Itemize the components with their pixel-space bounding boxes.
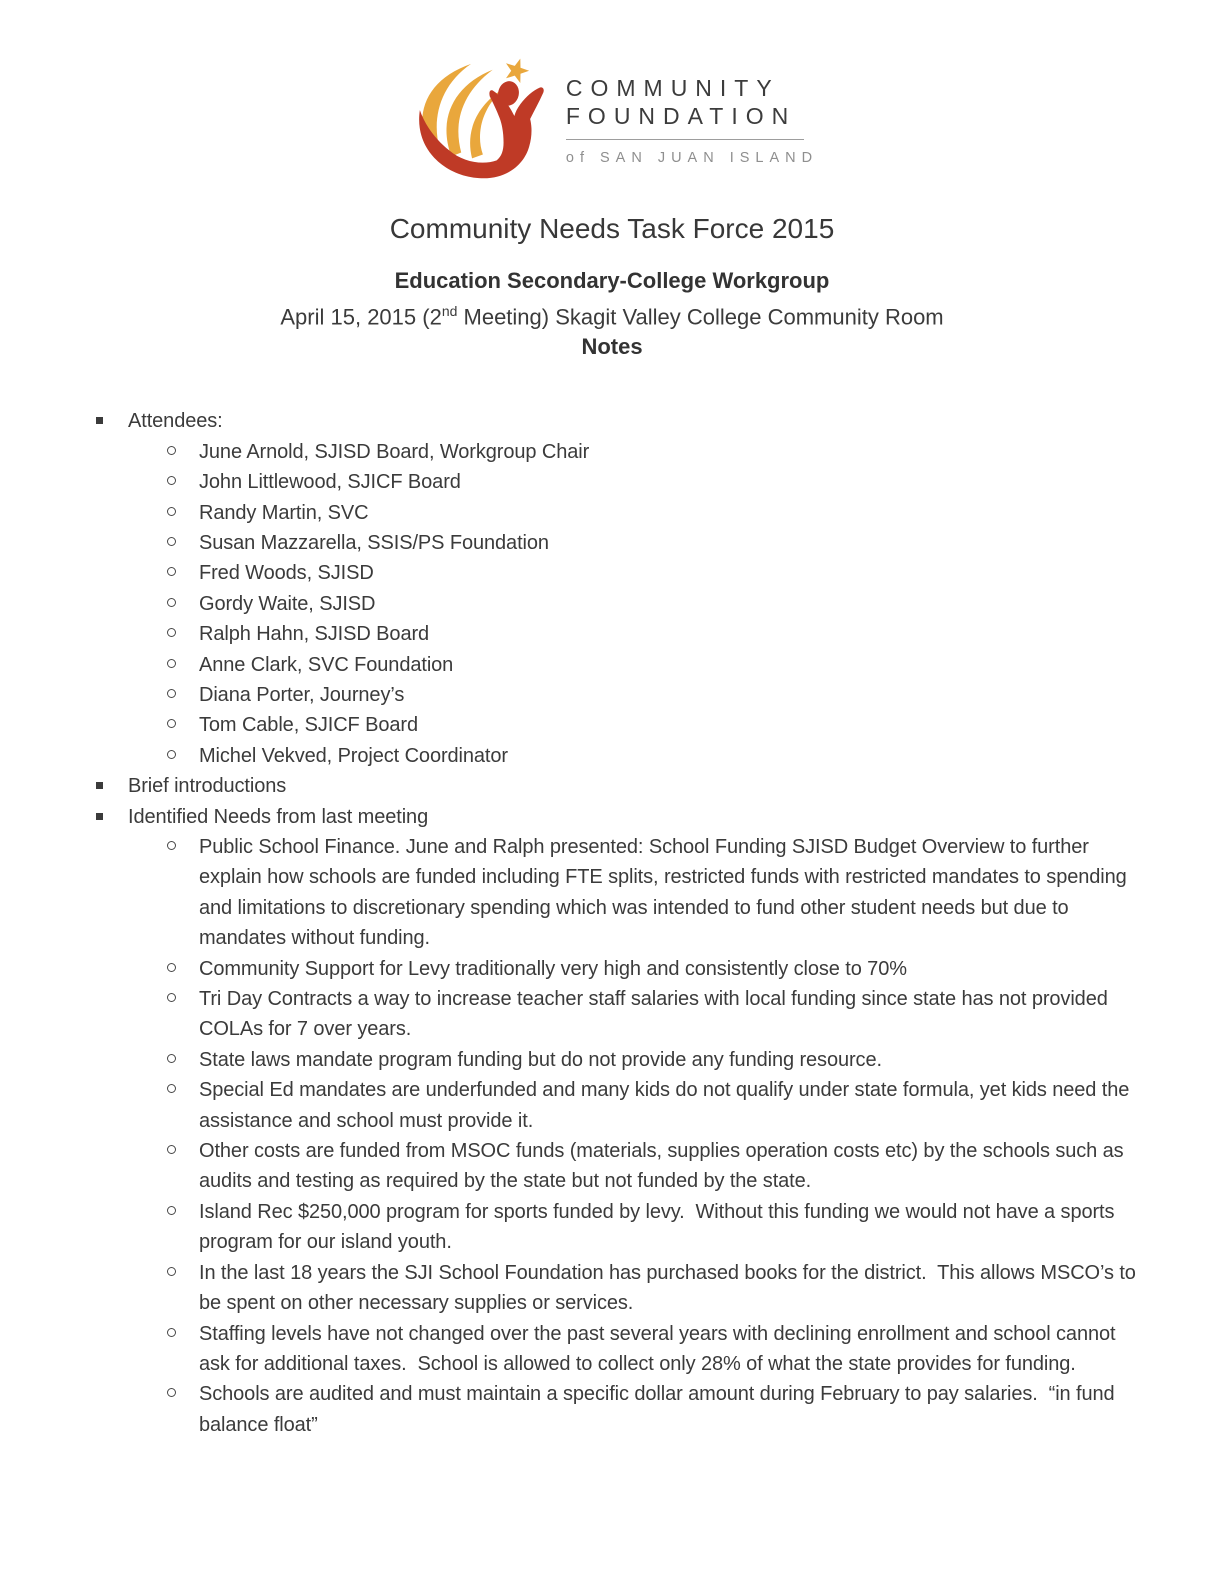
outline-subitem-text: Randy Martin, SVC [199, 501, 369, 524]
square-bullet-icon [96, 782, 103, 789]
date-text-prefix: April 15, 2015 (2 [280, 304, 442, 330]
outline-item-label: Attendees: [128, 410, 223, 433]
outline-subitem-text: Other costs are funded from MSOC funds (materials, supplies operation costs etc) by the schools such as audits and testing as required by the state but not funded by the state. [199, 1140, 1130, 1193]
outline-subitem [0, 741, 1136, 771]
circle-bullet-icon [167, 689, 176, 698]
circle-bullet-icon [167, 628, 176, 637]
outline-subitem [0, 1379, 1136, 1440]
circle-bullet-icon [167, 537, 176, 546]
square-bullet-icon [96, 417, 103, 424]
outline-item-label: Brief introductions [128, 775, 287, 798]
circle-bullet-icon [167, 1267, 176, 1276]
outline-subitem [0, 1258, 1142, 1319]
circle-bullet-icon [167, 1328, 176, 1337]
outline-subitem [0, 619, 1136, 649]
circle-bullet-icon [167, 1084, 176, 1093]
circle-bullet-icon [167, 750, 176, 759]
workgroup-subtitle: Education Secondary-College Workgroup [394, 268, 830, 293]
outline-subitem [0, 528, 1136, 558]
outline-subitem [0, 1075, 1136, 1136]
circle-bullet-icon [167, 1206, 176, 1215]
outline-subitem-text: Staffing levels have not changed over the past several years with declining enrollment and school cannot ask for additional taxes. School is allowed to collect only 28% of what the state provides for funding. [199, 1322, 1121, 1375]
outline-subitem [0, 1197, 1136, 1258]
outline-subitem-text: June Arnold, SJISD Board, Workgroup Chair [199, 440, 590, 463]
outline-subitem-text: Anne Clark, SVC Foundation [199, 653, 454, 676]
circle-bullet-icon [167, 446, 176, 455]
outline-subitem [0, 498, 1136, 528]
outline-subitem [0, 650, 1136, 680]
outline-subitem [0, 1136, 1136, 1197]
meeting-date-line [0, 296, 1224, 332]
outline-subitem [0, 832, 1136, 954]
logo-divider [566, 139, 804, 140]
logo-subline-san-juan-island: of SAN JUAN ISLAND [565, 150, 819, 166]
circle-bullet-icon [167, 993, 176, 1002]
outline-subitem [0, 984, 1136, 1045]
circle-bullet-icon [167, 507, 176, 516]
outline-subitem-text: Fred Woods, SJISD [199, 562, 374, 585]
circle-bullet-icon [167, 719, 176, 728]
outline-subitem-text: Community Support for Levy traditionally very high and consistently close to 70% [199, 957, 907, 980]
circle-bullet-icon [167, 1388, 176, 1397]
outline-subitem-text: Schools are audited and must maintain a specific dollar amount during February to pay salaries. “in fund balance float” [199, 1383, 1121, 1436]
outline-subitem-text: Island Rec $250,000 program for sports funded by levy. Without this funding we would not have a sports program for our island youth. [199, 1200, 1120, 1254]
date-text-suffix: Meeting) Skagit Valley College Community Room [457, 304, 944, 330]
page-title: Community Needs Task Force 2015 [389, 213, 835, 244]
outline-subitem [0, 437, 1136, 467]
outline-subitem-text: Special Ed mandates are underfunded and many kids do not qualify under state formula, yet kids need the assistance and school must provide it. [199, 1079, 1135, 1132]
outline-item [0, 771, 1136, 801]
outline-item [0, 406, 1136, 436]
outline-subitem-text: Michel Vekved, Project Coordinator [199, 744, 508, 767]
notes-heading: Notes [581, 334, 643, 360]
circle-bullet-icon [167, 1054, 176, 1063]
foundation-logo-wordmark [566, 74, 818, 166]
notes-outline [0, 406, 1224, 1440]
outline-subitem-text: Gordy Waite, SJISD [199, 592, 376, 615]
outline-subitem [0, 467, 1136, 497]
outline-subitem-text: In the last 18 years the SJI School Foundation has purchased books for the district. This allows MSCO’s to be spent on other necessary supplies or services. [199, 1261, 1142, 1315]
circle-bullet-icon [167, 598, 176, 607]
outline-subitem [0, 1319, 1136, 1380]
foundation-logo [0, 0, 1224, 184]
outline-subitem-text: John Littlewood, SJICF Board [199, 471, 461, 494]
outline-item-label: Identified Needs from last meeting [128, 805, 429, 828]
outline-subitem-text: Diana Porter, Journey’s [199, 683, 405, 706]
outline-subitem [0, 954, 1136, 984]
shooting-star-person-logo-icon [406, 56, 544, 184]
circle-bullet-icon [167, 476, 176, 485]
outline-subitem [0, 710, 1136, 740]
circle-bullet-icon [167, 567, 176, 576]
logo-word-foundation: FOUNDATION [565, 103, 797, 129]
circle-bullet-icon [167, 659, 176, 668]
circle-bullet-icon [167, 841, 176, 850]
outline-subitem-text: Ralph Hahn, SJISD Board [199, 623, 430, 646]
outline-subitem [0, 589, 1136, 619]
circle-bullet-icon [167, 1145, 176, 1154]
outline-subitem-text: Public School Finance. June and Ralph presented: School Funding SJISD Budget Overview to further explain how schools are funded including FTE splits, restricted funds with restricted mandates to spending and limitations to discretionary spending which was intended to fund other student needs but due to mandates without funding. [199, 836, 1133, 950]
date-superscript: nd [441, 303, 458, 319]
outline-subitem-text: Susan Mazzarella, SSIS/PS Foundation [199, 531, 549, 554]
circle-bullet-icon [167, 963, 176, 972]
outline-subitem [0, 680, 1136, 710]
logo-word-community: COMMUNITY [565, 75, 780, 101]
outline-item [0, 802, 1136, 832]
outline-subitem [0, 1045, 1136, 1075]
outline-subitem-text: State laws mandate program funding but do not provide any funding resource. [199, 1048, 882, 1071]
outline-subitem-text: Tom Cable, SJICF Board [199, 714, 418, 737]
square-bullet-icon [96, 813, 103, 820]
outline-subitem [0, 558, 1136, 588]
document-header [0, 212, 1224, 362]
outline-subitem-text: Tri Day Contracts a way to increase teacher staff salaries with local funding since state has not provided COLAs for 7 over years. [199, 988, 1114, 1041]
